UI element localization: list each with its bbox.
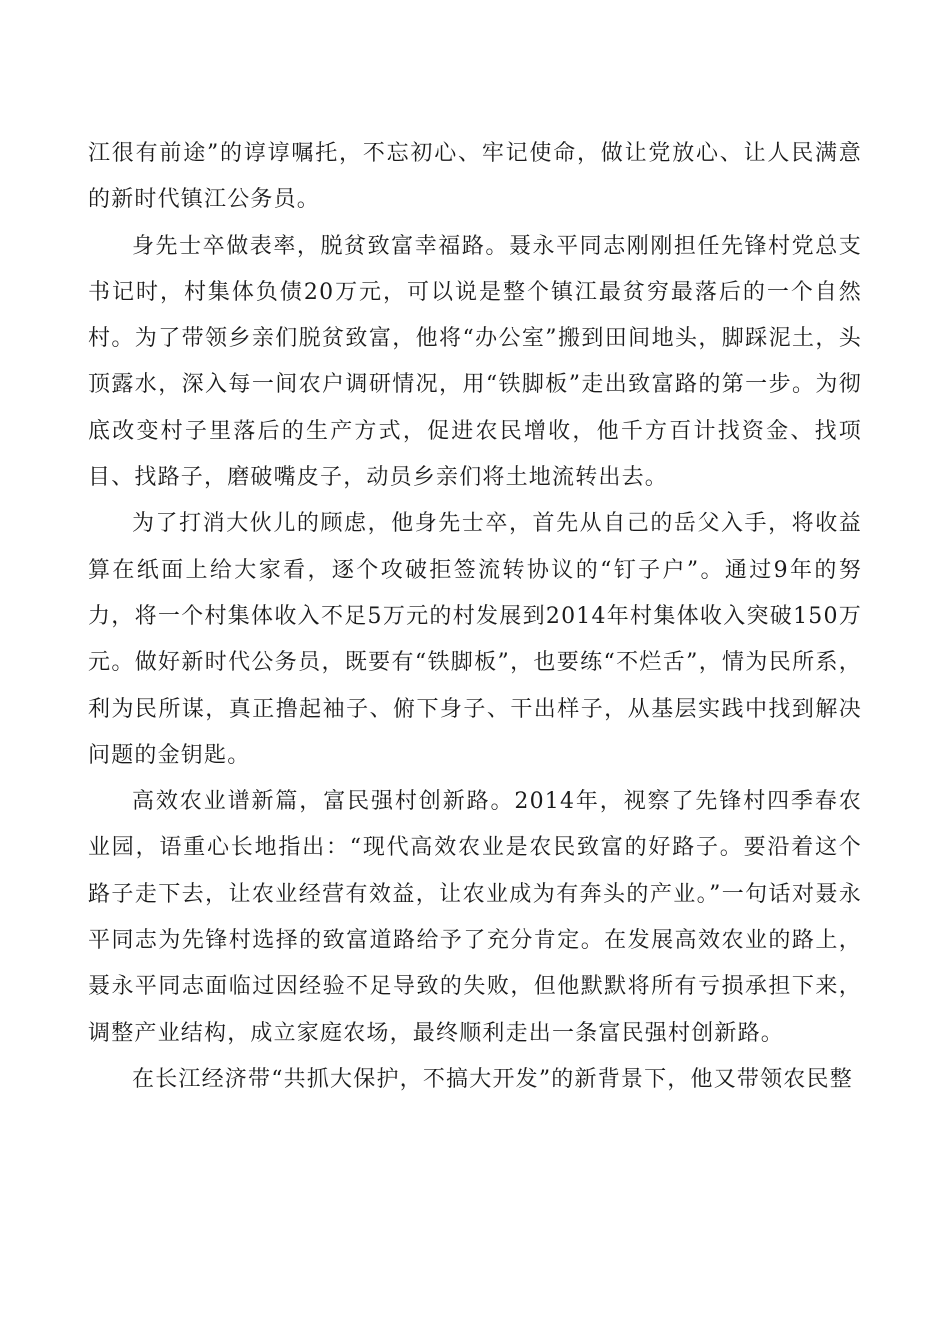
paragraph-efficient-agriculture: 高效农业谱新篇，富民强村创新路。2014年，视察了先锋村四季春农业园，语重心长地指出：“现代高效农业是农民致富的好路子。要沿着这个路子走下去，让农业经营有效益，让农业成为有奔头的产业。”一句话对聂永平同志为先锋村选择的致富道路给予了充分肯定。在发展高效农业的路上，聂永平同志面临过因经验不足导致的失败，但他默默将所有亏损承担下来，调整产业结构，成立家庭农场，最终顺利走出一条富民强村创新路。: [88, 789, 862, 1046]
document-body: [88, 131, 862, 1103]
paragraph-land-transfer: 为了打消大伙儿的顾虑，他身先士卒，首先从自己的岳父入手，将收益算在纸面上给大家看，逐个攻破拒签流转协议的“钉子户”。通过9年的努力，将一个村集体收入不足5万元的村发展到2014年村集体收入突破150万元。做好新时代公务员，既要有“铁脚板”，也要练“不烂舌”，情为民所系，利为民所谋，真正撸起袖子、俯下身子、干出样子，从基层实践中找到解决问题的金钥匙。: [88, 511, 862, 768]
paragraph-poverty-alleviation: 身先士卒做表率，脱贫致富幸福路。聂永平同志刚刚担任先锋村党总支书记时，村集体负债20万元，可以说是整个镇江最贫穷最落后的一个自然村。为了带领乡亲们脱贫致富，他将“办公室”搬到田间地头，脚踩泥土，头顶露水，深入每一间农户调研情况，用“铁脚板”走出致富路的第一步。为彻底改变村子里落后的生产方式，促进农民增收，他千方百计找资金、找项目、找路子，磨破嘴皮子，动员乡亲们将土地流转出去。: [88, 233, 862, 491]
paragraph-yangtze-protection: 在长江经济带“共抓大保护，不搞大开发”的新背景下，他又带领农民整: [132, 1066, 853, 1092]
paragraph-continuation: 江很有前途”的谆谆嘱托，不忘初心、牢记使命，做让党放心、让人民满意的新时代镇江公务员。: [88, 141, 862, 213]
